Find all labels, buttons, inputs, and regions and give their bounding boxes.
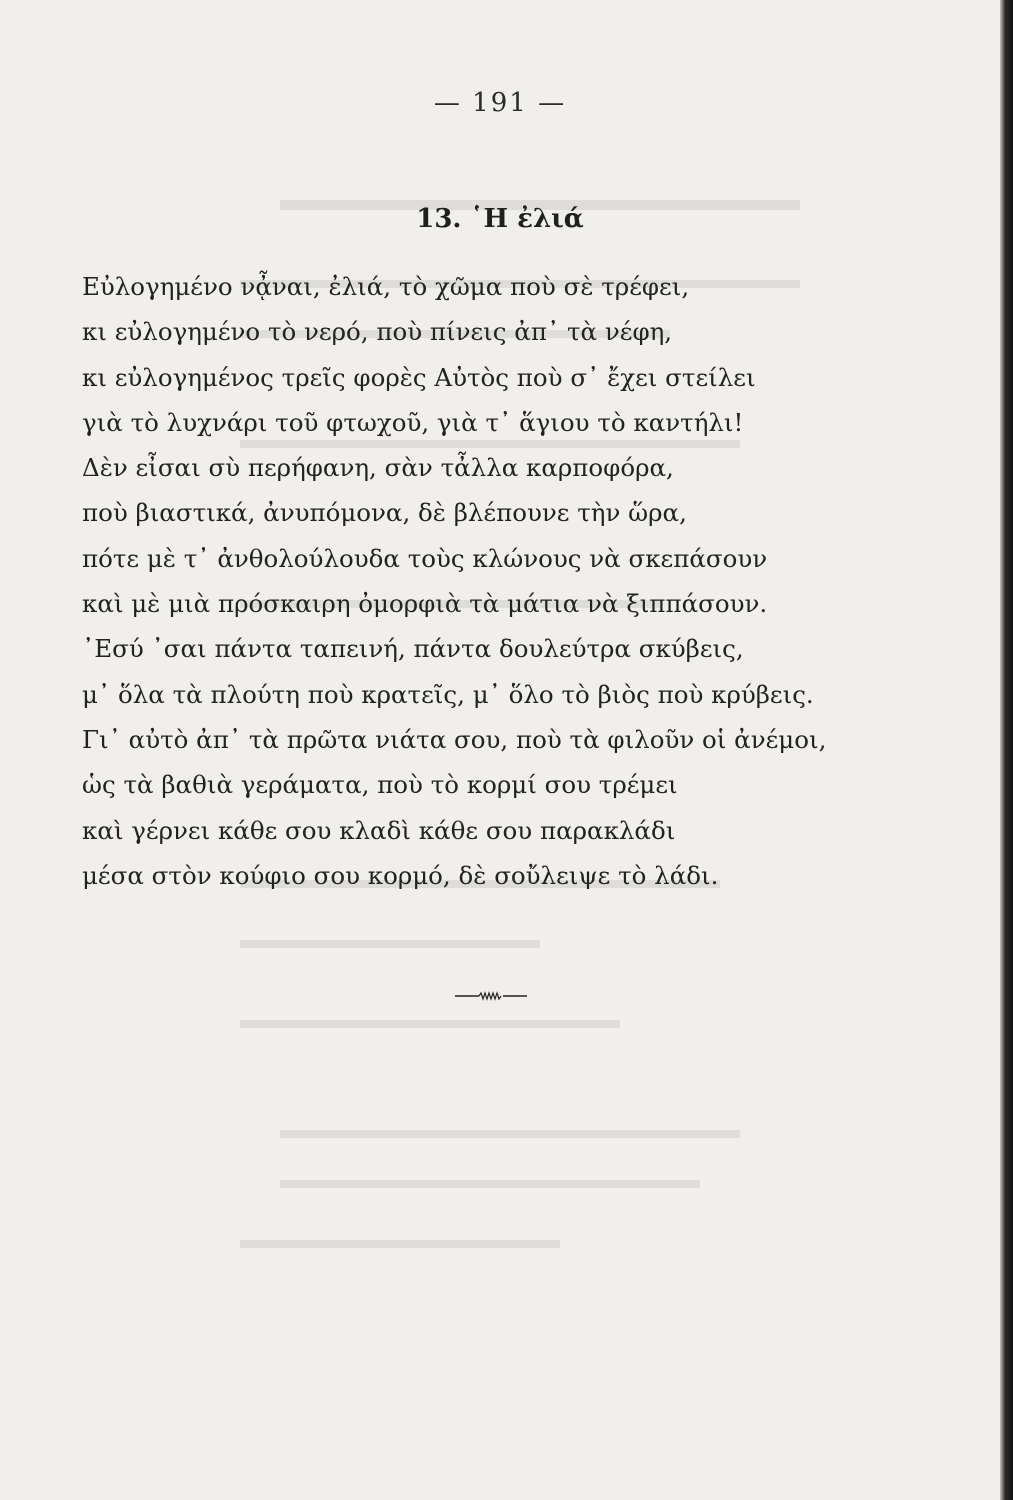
poem-line: Εὐλογημένο νᾆναι, ἐλιά, τὸ χῶμα ποὺ σὲ τρέφει, xyxy=(82,272,690,301)
poem-line: καὶ γέρνει κάθε σου κλαδὶ κάθε σου παρακλάδι xyxy=(82,815,676,845)
page-edge xyxy=(1000,0,1013,1500)
poem-line: γιὰ τὸ λυχνάρι τοῦ φτωχοῦ, γιὰ τ᾿ ἅγιου τὸ καντήλι! xyxy=(82,407,744,437)
poem-line: ᾿Εσύ ᾿σαι πάντα ταπεινή, πάντα δουλεύτρα σκύβεις, xyxy=(82,634,744,664)
poem-line: Δὲν εἶσαι σὺ περήφανη, σὰν τἆλλα καρποφόρα, xyxy=(82,453,674,483)
poem-line: ποὺ βιαστικά, ἀνυπόμονα, δὲ βλέπουνε τὴν ὥρα, xyxy=(82,498,687,528)
poem-line: ὡς τὰ βαθιὰ γεράματα, ποὺ τὸ κορμί σου τρέμει xyxy=(82,770,678,800)
poem-line: κι εὐλογημένο τὸ νερό, ποὺ πίνεις ἀπ᾿ τὰ νέφη, xyxy=(82,317,673,347)
poem-line: πότε μὲ τ᾿ ἀνθολούλουδα τοὺς κλώνους νὰ σκεπάσουν xyxy=(82,543,768,573)
poem-line: καὶ μὲ μιὰ πρόσκαιρη ὀμορφιὰ τὰ μάτια νὰ ξιππάσουν. xyxy=(82,589,768,619)
poem-line: μ᾿ ὅλα τὰ πλούτη ποὺ κρατεῖς, μ᾿ ὅλο τὸ βιὸς ποὺ κρύβεις. xyxy=(82,679,814,709)
poem-line: κι εὐλογημένος τρεῖς φορὲς Αὐτὸς ποὺ σ᾿ ἔχει στείλει xyxy=(82,362,756,392)
poem-line: μέσα στὸν κούφιο σου κορμό, δὲ σοὔλειψε τὸ λάδι. xyxy=(82,860,719,890)
page-number: — 191 — xyxy=(433,88,567,118)
wavy-rule-ornament-icon xyxy=(455,990,527,1002)
poem-line: Γι᾿ αὐτὸ ἀπ᾿ τὰ πρῶτα νιάτα σου, ποὺ τὰ φιλοῦν οἱ ἀνέμοι, xyxy=(82,724,827,754)
poem-body xyxy=(82,264,982,898)
poem-title: 13. ῾Η ἐλιά xyxy=(416,204,584,234)
